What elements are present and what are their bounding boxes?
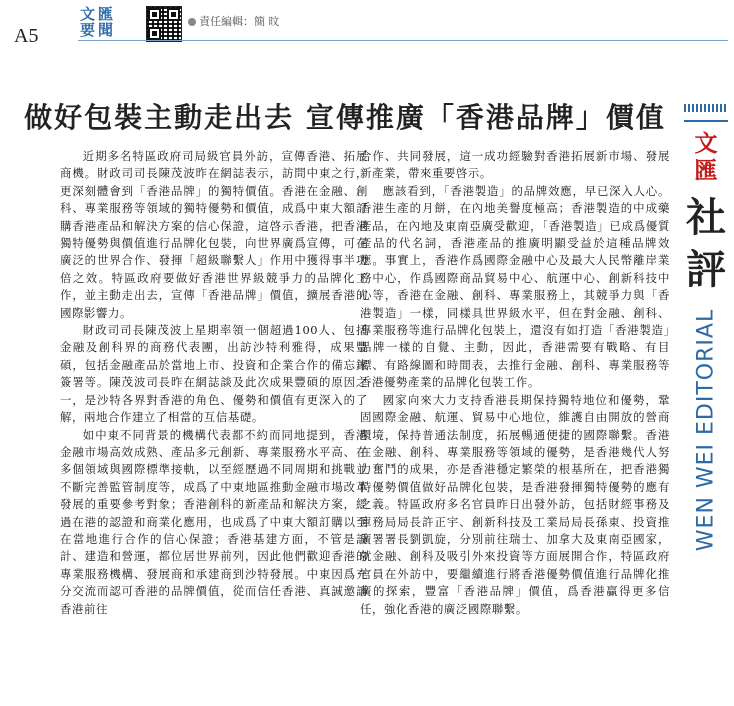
paragraph: 應該看到，「香港製造」的品牌效應，早已深入人心。香港生產的月餅，在內地美譽度極高；香港製造的中成藥產品，在內地及東南亞廣受歡迎，「香港製造」已成爲優質產品的代名詞，香港產品的推廣明顯受益於這種品牌效應。事實上，香港作爲國際金融中心及最大人民幣離岸業務中心，作爲國際商品貿易中心、航運中心、創新科技中心等，香港在金融、創科、專業服務上，其競爭力與「香港製造」一樣，同樣具世界級水平，但在對金融、創科、專業服務等進行品牌化包裝上，還沒有如打造「香港製造」品牌一樣的自覺、主動，因此，香港需要有戰略、有目標、有路線圖和時間表，去推行金融、創科、專業服務等香港優勢產業的品牌化包裝工作。 bbox=[360, 183, 670, 390]
page-number: A5 bbox=[14, 25, 39, 47]
page-header bbox=[0, 0, 734, 47]
article-column-2 bbox=[360, 148, 670, 618]
paragraph: 近期多名特區政府司局級官員外訪，宣傳香港、拓展商機。財政司司長陳茂波昨在網誌表示，訪問中東之行，更深刻體會到「香港品牌」的獨特價值。香港在金融、創科、專業服務等領域的獨特優勢和價值，成爲中東大額訂購香港產品和解決方案的信心保證，這啓示香港，把香港獨特優勢與價值進行品牌化包裝，向世界廣爲宣傳，可在廣泛的世界合作、發揮「超級聯繫人」作用中獲得事半功倍之效。特區政府要做好香港世界級競爭力的品牌化工作，並主動走出去，宣傳「香港品牌」價值，擴展香港的國際影響力。 bbox=[60, 149, 368, 320]
paragraph: 財政司司長陳茂波上星期率領一個超過100人、包括金融及創科界的商務代表團，出訪沙特利雅得，成果豐碩，包括金融產品於當地上市、投資和企業合作的備忘錄簽署等。陳茂波司長昨在網誌談及此次成果豐碩的原因之一，是沙特各界對香港的角色、優勢和價值有更深入的了解，兩地合作建立了相當的互信基礎。 bbox=[60, 323, 368, 425]
section-title-line1: 文匯 bbox=[80, 5, 117, 23]
paragraph: 國家向來大力支持香港長期保持獨特地位和優勢，鞏固國際金融、航運、貿易中心地位，維護自由開放的營商環境，保持普通法制度，拓展暢通便捷的國際聯繫。香港在金融、創科、專業服務等領域的優勢，是香港幾代人努力奮鬥的成果，亦是香港穩定繁榮的根基所在，把香港獨特優勢價值做好品牌化包裝，是香港發揮獨特優勢的應有之義。特區政府多名官員昨日出發外訪，包括財經事務及庫務局局長許正宇、創新科技及工業局局長孫東、投資推廣署署長劉凱旋，分別前往瑞士、加拿大及東南亞國家，就金融、創科及吸引外來投資等方面展開合作，特區政府官員在外訪中，要繼續進行將香港優勢價值進行品牌化推廣的探索，豐富「香港品牌」價值，爲香港贏得更多信任，強化香港的廣泛國際聯繫。 bbox=[360, 392, 670, 616]
editor-text: 責任編輯：簡 旼 bbox=[199, 15, 280, 28]
sidebar-stripe bbox=[684, 104, 728, 112]
section-title bbox=[80, 5, 134, 39]
section-title-line2: 要聞 bbox=[80, 21, 117, 39]
qr-code-icon bbox=[146, 6, 182, 42]
article-column-1 bbox=[60, 148, 368, 618]
paragraph-continued: 合作、共同發展，這一成功經驗對香港拓展新市場、發展新產業，帶來重要啓示。 bbox=[360, 149, 670, 181]
sidebar-brand: 文 匯 bbox=[694, 130, 718, 184]
sidebar-column-title: 社 評 bbox=[686, 194, 726, 293]
sidebar-rule bbox=[684, 120, 728, 122]
header-divider bbox=[78, 40, 728, 41]
sidebar-english-title: WEN WEI EDITORIAL bbox=[693, 308, 719, 552]
editor-credit bbox=[188, 13, 280, 29]
paragraph: 如中東不同背景的機構代表都不約而同地提到，香港金融市場高效成熟、產品多元創新、專業服務水平高、在多個領域與國際標準接軌，以至經歷過不同周期和挑戰並不斷完善監管制度等，成爲了中東地區推動金融市場改革發展的重要參考對象；香港創科的新產品和解決方案，經過在港的認證和商業化應用，也成爲了中東大額訂購以至在當地進行合作的信心保證；香港基建方面，不管是設計、建造和營運，都位居世界前列，因此他們歡迎香港的專業服務機構、發展商和承建商到沙特發展。中東因爲充分交流而認可香港的品牌價值，從而信任香港、真誠邀請香港前往 bbox=[60, 427, 368, 616]
headline: 做好包裝主動走出去 宣傳推廣「香港品牌」價值 bbox=[24, 101, 666, 134]
bullet-icon bbox=[188, 18, 196, 26]
editorial-sidebar bbox=[684, 96, 728, 552]
